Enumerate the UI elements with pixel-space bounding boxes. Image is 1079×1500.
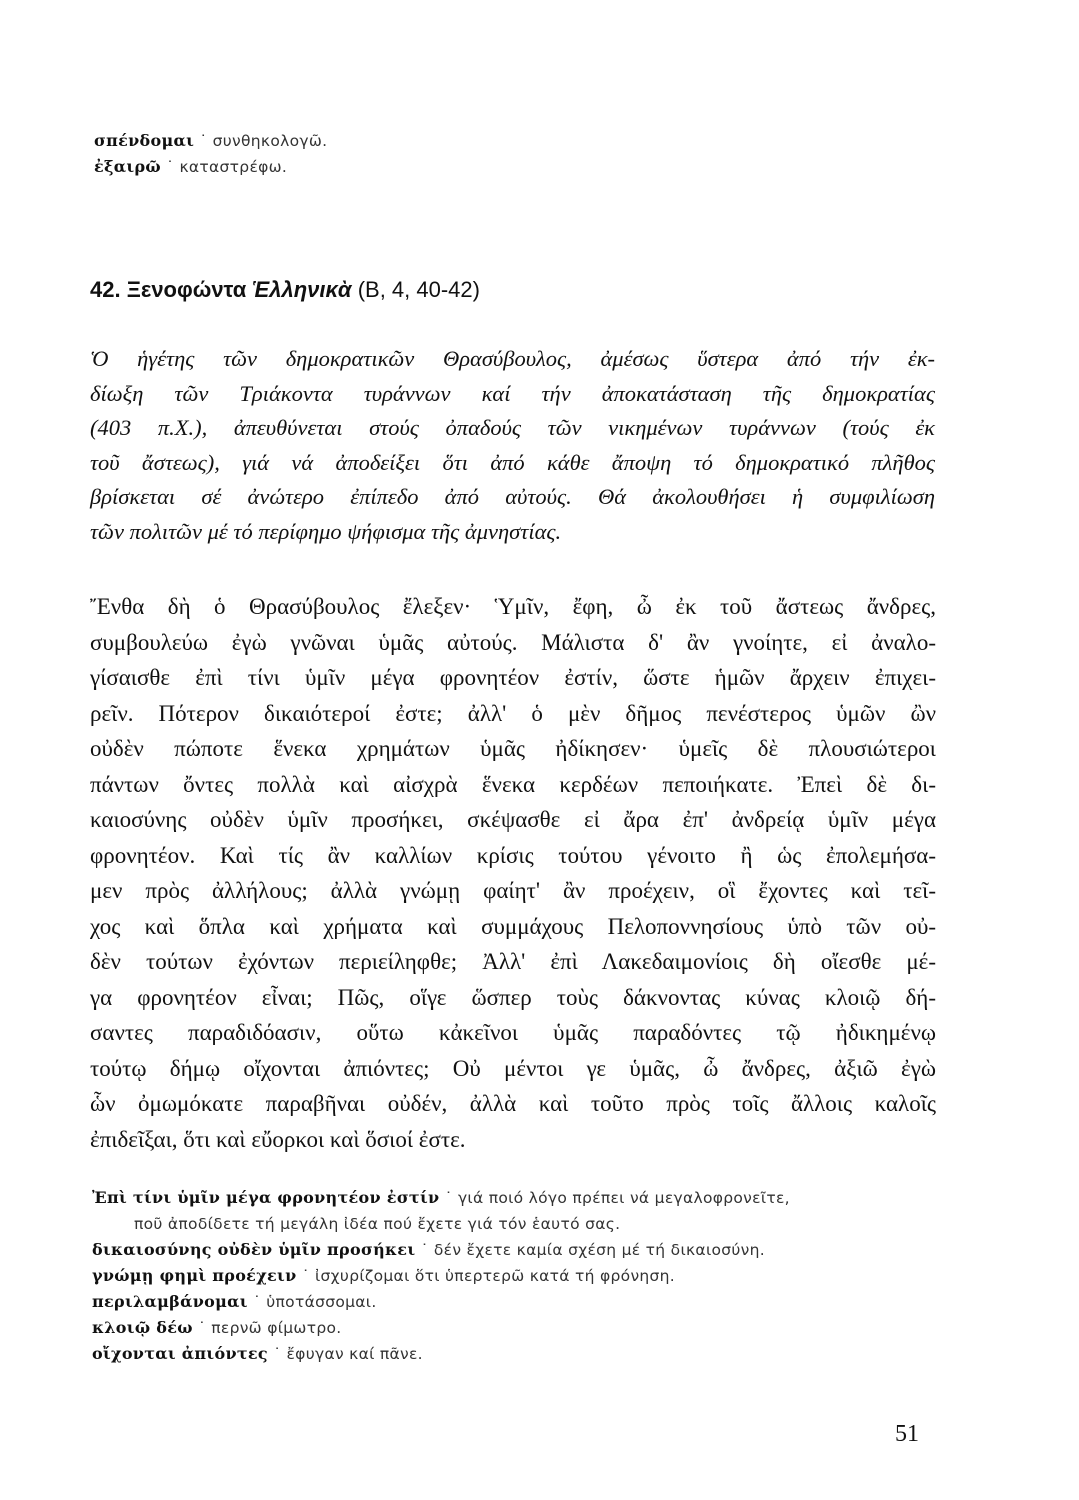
gloss-definition: ˙ δέν ἔχετε καμία σχέση μέ τή δικαιοσύνη. [420, 1241, 765, 1259]
greek-line: δὲν τούτων ἐχόντων περιείληφθε; Ἀλλ' ἐπὶ Λακεδαιμονίοις δὴ οἴεσθε μέ- [90, 949, 936, 974]
intro-line: βρίσκεται σέ ἀνώτερο ἐπίπεδο ἀπό αὐτούς. Θά ἀκολουθήσει ἡ συμφιλίωση [90, 484, 935, 509]
gloss-definition: ˙ καταστρέφω. [166, 158, 288, 176]
gloss-term: γνώμῃ φημὶ προέχειν [92, 1266, 297, 1285]
greek-line: γα φρονητέον εἶναι; Πῶς, οἵγε ὥσπερ τοὺς δάκνοντας κύνας κλοιῷ δή- [90, 984, 936, 1010]
intro-line: (403 π.Χ.), ἀπευθύνεται στούς ὀπαδούς τῶν νικημένων τυράννων (τούς ἐκ [90, 415, 935, 440]
intro-line: Ὁ ἡγέτης τῶν δημοκρατικῶν Θρασύβουλος, ἀμέσως ὕστερα ἀπό τήν ἐκ- [90, 346, 935, 371]
greek-line: τούτῳ δήμῳ οἴχονται ἀπιόντες; Οὐ μέντοι γε ὑμᾶς, ὦ ἄνδρες, ἀξιῶ ἐγὼ [90, 1055, 936, 1081]
gloss-definition: ˙ περνῶ φίμωτρο. [198, 1319, 342, 1337]
greek-line: μεν πρὸς ἀλλήλους; ἀλλὰ γνώμῃ φαίητ' ἂν προέχειν, οἳ ἔχοντες καὶ τεῖ- [90, 878, 936, 903]
section-heading [90, 277, 480, 303]
gloss-term: Ἐπὶ τίνι ὑμῖν μέγα φρονητέον ἐστίν [92, 1188, 440, 1207]
greek-line: ρεῖν. Πότερον δικαιότεροί ἐστε; ἀλλ' ὁ μὲν δῆμος πενέστερος ὑμῶν ὢν [90, 700, 936, 726]
gloss-term: οἴχονται ἀπιόντες [92, 1344, 268, 1363]
gloss-term: ἐξαιρῶ [94, 157, 161, 176]
gloss-entry [92, 1263, 942, 1289]
greek-line: πάντων ὄντες πολλὰ καὶ αἰσχρὰ ἕνεκα κερδέων πεποιήκατε. Ἐπεὶ δὲ δι- [90, 771, 936, 797]
section-author: Ξενοφώντα [126, 277, 247, 302]
greek-line: ὧν ὀμωμόκατε παραβῆναι οὐδέν, ἀλλὰ καὶ τοῦτο πρὸς τοῖς ἄλλοις καλοῖς [90, 1091, 936, 1116]
gloss-term: σπένδομαι [94, 131, 195, 150]
gloss-term: περιλαμβάνομαι [92, 1292, 248, 1311]
gloss-term: κλοιῷ δέω [92, 1318, 193, 1337]
top-glossary [94, 128, 327, 180]
gloss-definition: ˙ συνθηκολογῶ. [199, 132, 328, 150]
intro-line: δίωξη τῶν Τριάκοντα τυράννων καί τήν ἀποκατάσταση τῆς δημοκρατίας [90, 380, 935, 406]
gloss-definition: ˙ γιά ποιό λόγο πρέπει νά μεγαλοφρονεῖτε, [444, 1189, 790, 1207]
greek-line: οὐδὲν πώποτε ἕνεκα χρημάτων ὑμᾶς ἠδίκησεν· ὑμεῖς δὲ πλουσιώτεροι [90, 736, 936, 761]
gloss-entry [94, 154, 327, 180]
gloss-definition: ˙ ἰσχυρίζομαι ὅτι ὑπερτερῶ κατά τή φρόνηση. [301, 1267, 676, 1285]
gloss-entry [92, 1185, 942, 1211]
intro-line: τῶν πολιτῶν μέ τό περίφημο ψήφισμα τῆς ἀμνηστίας. [90, 518, 562, 544]
greek-line: Ἔνθα δὴ ὁ Θρασύβουλος ἔλεξεν· Ὑμῖν, ἔφη, ὦ ἐκ τοῦ ἄστεως ἄνδρες, [90, 594, 936, 619]
greek-line: φρονητέον. Καὶ τίς ἂν καλλίων κρίσις τούτου γένοιτο ἢ ὡς ἐπολεμήσα- [90, 842, 936, 868]
section-work-title: Ἑλληνικὰ [252, 277, 352, 302]
greek-line: ἐπιδεῖξαι, ὅτι καὶ εὔορκοι καὶ ὅσιοί ἐστε. [90, 1126, 466, 1152]
gloss-entry [92, 1237, 942, 1263]
section-number: 42. [90, 277, 121, 302]
gloss-entry [92, 1315, 942, 1341]
greek-line: καιοσύνης οὐδὲν ὑμῖν προσήκει, σκέψασθε εἰ ἄρα ἐπ' ἀνδρείᾳ ὑμῖν μέγα [90, 807, 936, 832]
page-number: 51 [895, 1421, 919, 1447]
gloss-term: δικαιοσύνης οὐδὲν ὑμῖν προσήκει [92, 1240, 416, 1259]
section-reference: (Β, 4, 40-42) [357, 277, 480, 302]
gloss-entry [92, 1341, 942, 1367]
intro-line: τοῦ ἄστεως), γιά νά ἀποδείξει ὅτι ἀπό κάθε ἄποψη τό δημοκρατικό πλῆθος [90, 449, 935, 475]
gloss-entry [94, 128, 327, 154]
greek-line: συμβουλεύω ἐγὼ γνῶναι ὑμᾶς αὐτούς. Μάλιστα δ' ἂν γνοίητε, εἰ ἀναλο- [90, 629, 936, 655]
gloss-definition: ˙ ἔφυγαν καί πᾶνε. [273, 1345, 423, 1363]
gloss-continuation: ποῦ ἀποδίδετε τή μεγάλη ἰδέα πού ἔχετε γιά τόν ἑαυτό σας. [134, 1215, 621, 1233]
bottom-glossary [92, 1185, 942, 1367]
greek-line: σαντες παραδιδόασιν, οὕτω κἀκεῖνοι ὑμᾶς παραδόντες τῷ ἠδικημένῳ [90, 1020, 936, 1045]
greek-line: γίσαισθε ἐπὶ τίνι ὑμῖν μέγα φρονητέον ἐστίν, ὥστε ἡμῶν ἄρχειν ἐπιχει- [90, 665, 936, 690]
greek-line: χος καὶ ὅπλα καὶ χρήματα καὶ συμμάχους Πελοποννησίους ὑπὸ τῶν οὐ- [90, 913, 936, 939]
gloss-entry [92, 1289, 942, 1315]
greek-text-passage [90, 589, 936, 1157]
gloss-definition: ˙ ὑποτάσσομαι. [252, 1293, 377, 1311]
introduction-paragraph [90, 342, 935, 549]
